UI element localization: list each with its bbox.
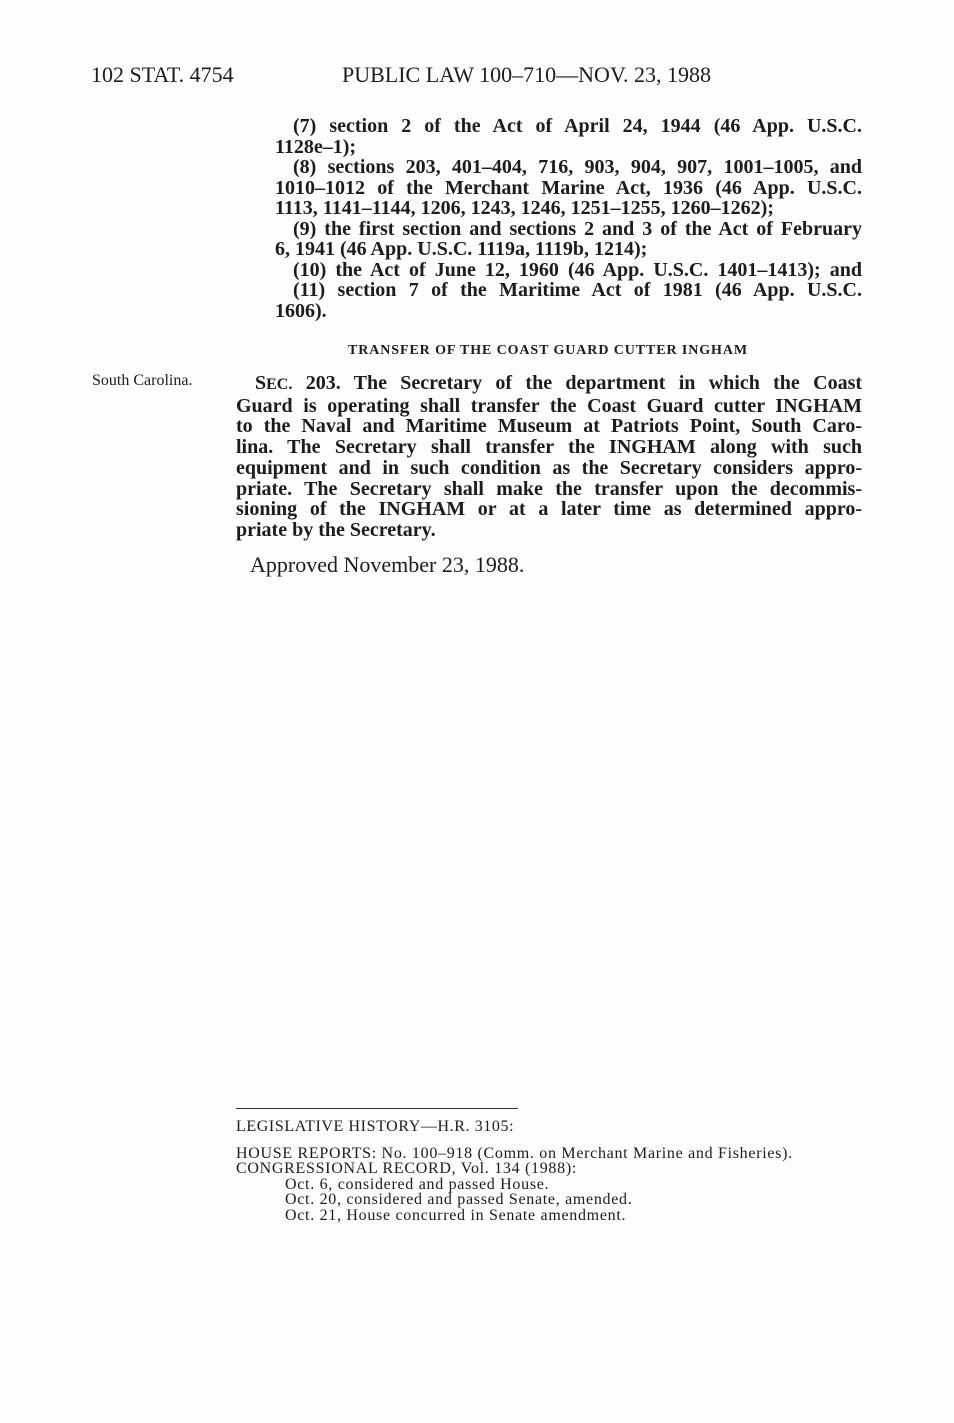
history-action: Oct. 21, House concurred in Senate amendment. bbox=[285, 1206, 627, 1224]
legislative-history-title: LEGISLATIVE HISTORY—H.R. 3105: bbox=[236, 1118, 515, 1135]
list-item-line: 1606). bbox=[275, 299, 327, 322]
section-line: to the Naval and Maritime Museum at Patriots Point, South Caro- bbox=[236, 415, 862, 438]
page-statute-number: 102 STAT. 4754 bbox=[91, 62, 234, 87]
list-item-line: 1128e–1); bbox=[275, 135, 357, 158]
congressional-record: CONGRESSIONAL RECORD, Vol. 134 (1988): bbox=[236, 1160, 577, 1178]
section-line: lina. The Secretary shall transfer the INGHAM along with such bbox=[236, 436, 862, 459]
approval-date: Approved November 23, 1988. bbox=[250, 552, 525, 577]
section-heading: TRANSFER OF THE COAST GUARD CUTTER INGHAM bbox=[348, 343, 748, 358]
section-line bbox=[236, 373, 862, 396]
history-action: Oct. 6, considered and passed House. bbox=[285, 1175, 550, 1193]
margin-note: South Carolina. bbox=[92, 372, 193, 389]
section-line: priate. The Secretary shall make the transfer upon the decommis- bbox=[236, 477, 862, 500]
running-head: PUBLIC LAW 100–710—NOV. 23, 1988 bbox=[342, 62, 711, 87]
section-label: SEC. bbox=[255, 372, 293, 394]
list-item-line: 1113, 1141–1144, 1206, 1243, 1246, 1251–1255, 1260–1262); bbox=[275, 197, 774, 219]
list-item-line: (11) section 7 of the Maritime Act of 1981 (46 App. U.S.C. bbox=[293, 279, 862, 301]
list-item-line: (7) section 2 of the Act of April 24, 1944 (46 App. U.S.C. bbox=[293, 115, 862, 137]
list-item-line: (8) sections 203, 401–404, 716, 903, 904, 907, 1001–1005, and bbox=[293, 156, 862, 178]
section-203-text bbox=[236, 373, 862, 541]
section-line: sioning of the INGHAM or at a later time as determined appro- bbox=[236, 498, 862, 521]
legislative-history bbox=[236, 1146, 793, 1223]
list-item-line: (10) the Act of June 12, 1960 (46 App. U.S.C. 1401–1413); and bbox=[293, 258, 862, 281]
amended-acts-list bbox=[275, 116, 862, 321]
section-line: priate by the Secretary. bbox=[236, 518, 436, 541]
footnote-divider bbox=[236, 1108, 518, 1109]
list-item-line: 1010–1012 of the Merchant Marine Act, 1936 (46 App. U.S.C. bbox=[275, 176, 862, 199]
list-item-line: 6, 1941 (46 App. U.S.C. 1119a, 1119b, 1214); bbox=[275, 238, 648, 260]
section-line: equipment and in such condition as the Secretary considers appro- bbox=[236, 456, 862, 479]
history-action: Oct. 20, considered and passed Senate, amended. bbox=[285, 1191, 633, 1209]
section-line-text: 203. The Secretary of the department in which the Coast bbox=[305, 372, 863, 394]
section-line: Guard is operating shall transfer the Coast Guard cutter INGHAM bbox=[236, 394, 862, 417]
house-reports: HOUSE REPORTS: No. 100–918 (Comm. on Merchant Marine and Fisheries). bbox=[236, 1145, 793, 1162]
list-item-line: (9) the first section and sections 2 and 3 of the Act of February bbox=[293, 217, 862, 240]
